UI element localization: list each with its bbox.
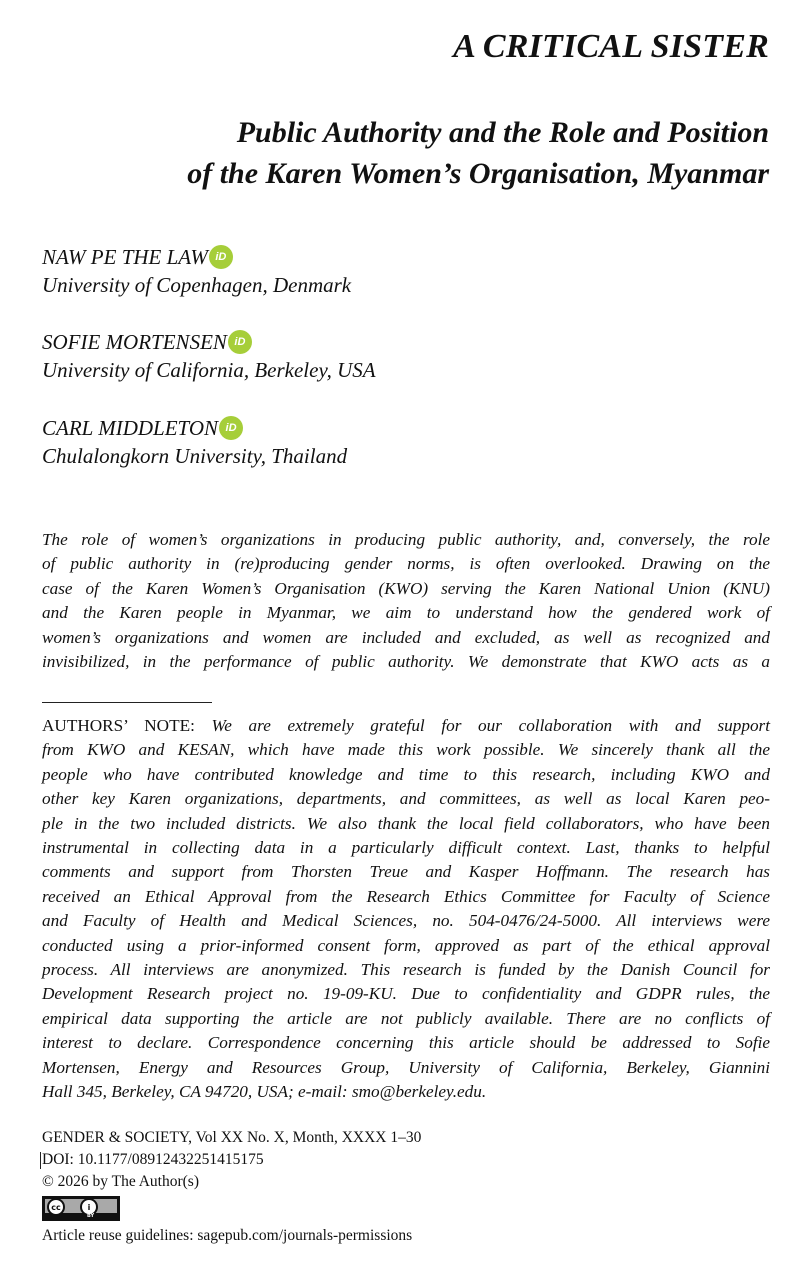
note-line: conducted using a prior-informed consent form, approved as part of the ethical approval	[42, 935, 770, 955]
copyright: © 2026 by The Author(s)	[42, 1173, 200, 1190]
doi-text[interactable]: DOI: 10.1177/08912432251415175	[42, 1151, 264, 1168]
note-line: process. All interviews are anonymized. This research is funded by the Danish Council for	[42, 960, 770, 980]
note-line: from KWO and KESAN, which have made this work possible. We sincerely thank all the	[42, 740, 770, 760]
note-line: Development Research project no. 19-09-KU. Due to confidentiality and GDPR rules, the	[42, 984, 770, 1004]
note-label: AUTHORS’ NOTE:	[42, 716, 195, 735]
note-line: AUTHORS’ NOTE: We are extremely grateful for our collaboration with and support	[42, 716, 771, 735]
cc-by-label: BY	[87, 1213, 95, 1219]
note-line: people who have contributed knowledge and time to this research, including KWO and	[42, 764, 770, 784]
author-affiliation: University of Copenhagen, Denmark	[42, 273, 352, 297]
author-block	[42, 243, 742, 299]
subtitle-line: of the Karen Women’s Organisation, Myanmar	[187, 157, 769, 190]
abstract-line: women’s organizations and women are included and excluded, as well as recognized and	[42, 627, 770, 647]
author-block	[42, 328, 742, 384]
author-name: CARL MIDDLETON iD	[42, 414, 742, 442]
reuse-guidelines[interactable]: Article reuse guidelines: sagepub.com/journals-permissions	[42, 1227, 413, 1244]
note-line: Hall 345, Berkeley, CA 94720, USA; e-mail: smo@berkeley.edu.	[42, 1082, 487, 1102]
note-line: and Faculty of Health and Medical Sciences, no. 504-0476/24-5000. All interviews were	[42, 911, 770, 931]
author-name: SOFIE MORTENSEN iD	[42, 328, 742, 356]
text-cursor	[40, 1152, 41, 1169]
orcid-icon[interactable]: iD	[209, 245, 233, 269]
abstract-line: invisibilized, in the performance of public authority. We demonstrate that KWO acts as a	[42, 652, 770, 672]
abstract-line: of public authority in (re)producing gender norms, is often overlooked. Drawing on the	[42, 554, 770, 574]
orcid-icon[interactable]: iD	[228, 330, 252, 354]
cc-by-icon[interactable]	[42, 1196, 120, 1221]
note-line: Mortensen, Energy and Resources Group, University of California, Berkeley, Giannini	[42, 1057, 770, 1077]
note-line: received an Ethical Approval from the Research Ethics Committee for Faculty of Science	[42, 886, 770, 906]
note-line: other key Karen organizations, departments, and committees, as well as local Karen peo-	[42, 789, 770, 809]
footnote-rule	[42, 702, 212, 703]
article-subtitle	[29, 112, 769, 194]
orcid-icon[interactable]: iD	[219, 416, 243, 440]
abstract-line: The role of women’s organizations in producing public authority, and, conversely, the role	[42, 530, 770, 549]
cc-icon: cc	[47, 1198, 65, 1216]
running-title: A CRITICAL SISTER	[453, 28, 769, 65]
attribution-icon: i	[80, 1198, 98, 1216]
abstract-line: and the Karen people in Myanmar, we aim to understand how the gendered work of	[42, 603, 770, 623]
note-line: empirical data supporting the article are not publicly available. There are no conflicts of	[42, 1008, 770, 1028]
doi-line	[42, 1149, 642, 1171]
journal-citation: GENDER & SOCIETY, Vol XX No. X, Month, XXXX 1–30	[42, 1129, 422, 1146]
author-name: NAW PE THE LAW iD	[42, 243, 742, 271]
publication-footer	[42, 1127, 642, 1193]
note-line: instrumental in collecting data in a particularly difficult context. Last, thanks to helpful	[42, 838, 770, 858]
subtitle-line: Public Authority and the Role and Position	[236, 116, 769, 149]
author-affiliation: University of California, Berkeley, USA	[42, 358, 376, 382]
abstract	[42, 528, 770, 674]
authors-note	[42, 714, 770, 1105]
note-line: comments and support from Thorsten Treue and Kasper Hoffmann. The research has	[42, 862, 770, 882]
author-affiliation: Chulalongkorn University, Thailand	[42, 444, 348, 468]
author-block	[42, 414, 742, 470]
note-line: ple in the two included districts. We also thank the local field collaborators, who have been	[42, 813, 770, 833]
abstract-line: case of the Karen Women’s Organisation (KWO) serving the Karen National Union (KNU)	[42, 578, 770, 598]
note-line: interest to declare. Correspondence concerning this article should be addressed to Sofie	[42, 1033, 770, 1053]
